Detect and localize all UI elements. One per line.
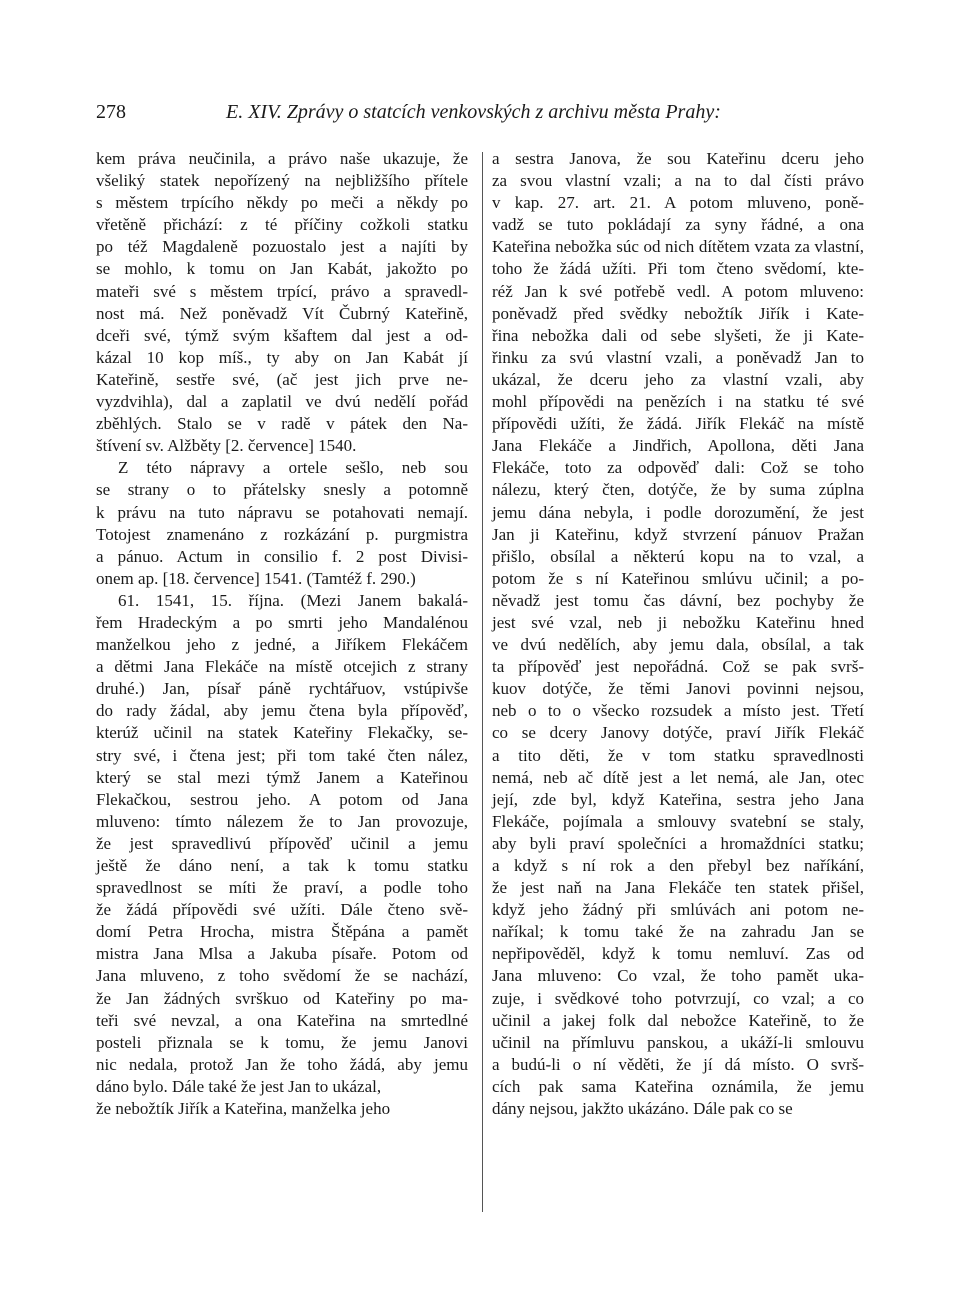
text-line: naříkal; k tomu také že na zahradu Jan se [492, 922, 864, 942]
text-line: který se stal mezi týmž Janem a Kateřinou [96, 767, 468, 787]
text-line: po též Magdaleně pozuostalo jest a najíti by [96, 237, 468, 257]
text-line: cích pak sama Kateřina oznámila, že jemu [492, 1076, 864, 1096]
text-line: poněvadž před svědky nebožtík Jiřík i Kate- [492, 303, 864, 323]
text-line: teři své nevzal, a ona Kateřina na smrtedlné [96, 1010, 468, 1030]
text-line: přípovědi užíti, že žádá. Jiřík Flekáč na místě [492, 414, 864, 434]
text-line: kterúž učinil na statek Kateřiny Flekačky, se- [96, 723, 468, 743]
text-line: mluveno: tímto nálezem že to Jan provozuje, [96, 811, 468, 831]
text-line: Kateřině, sestře své, (ač jest jich prve ne- [96, 369, 468, 389]
text-line: a tito děti, že v tom statku spravedlnosti [492, 745, 864, 765]
text-line: štívení sv. Alžběty [2. července] 1540. [96, 436, 357, 456]
text-line: manželkou jeho z jedné, a Jiříkem Flekáčem [96, 635, 468, 655]
text-line: 61. 1541, 15. října. (Mezi Janem bakalá- [118, 590, 468, 610]
text-line: za svou vlastní vzali; a na to dal čísti právo [492, 171, 864, 191]
text-line: dáno bylo. Dále také že jest Jan to ukázal, [96, 1076, 382, 1096]
text-line: Flekáče, toto za odpověď dali: Což se toho [492, 458, 864, 478]
text-line: réž Jan k své potřebě vedl. A potom mluveno: [492, 281, 864, 301]
text-line: se strany o to přátelsky snesly a potomně [96, 480, 468, 500]
text-line: neb o to o všecko rozsudek a místo jest. Třetí [492, 701, 864, 721]
text-line: Z této nápravy a ortele sešlo, neb sou [118, 458, 468, 478]
text-line: a sestra Janova, že sou Kateřinu dceru jeho [492, 149, 864, 168]
text-line: spravedlnost se míti že praví, a podle toho [96, 878, 468, 898]
text-line: a když s ní rok a den přebyl bez naříkání, [492, 856, 864, 875]
text-line: s městem trpícího někdy po meči a někdy po [96, 193, 468, 213]
text-line: a dětmi Jana Flekáče na místě otcejich z strany [96, 657, 468, 677]
text-line: posteli přiznala se k tomu, že jemu Janovi [96, 1032, 468, 1052]
text-line: řem Hradeckým a po smrti jeho Mandalénou [96, 612, 468, 632]
text-line: Totojest znamenáno z rozkázání p. purgmistra [96, 524, 468, 544]
right-text-column [492, 148, 864, 1120]
text-line: Flekáče, pojímala a smlouvy svatební se staly, [492, 811, 864, 831]
text-line: potom že s ní Kateřinou smlúvu učinil; a po- [492, 568, 864, 588]
text-line: učinil na přímluvu panskou, a ukáží-li smlouvu [492, 1032, 864, 1052]
text-line: aby byli praví společníci a hromaždníci statku; [492, 833, 864, 853]
text-line: mateři své s městem trpící, právo a spravedl- [96, 281, 468, 301]
text-line: její, zde byl, když Kateřina, sestra jeho Jana [492, 789, 864, 809]
text-line: a pánuo. Actum in consilio f. 2 post Divisi- [96, 546, 468, 566]
text-line: Kateřina nebožka súc od nich dítětem vzata za vlastní, [492, 237, 864, 257]
text-line: Jan ji Kateřinu, když stvrzení pánuov Pražan [492, 524, 864, 544]
text-line: že jest naň na Jana Flekáče ten statek přišel, [492, 878, 864, 898]
text-line: vřetěně přichází: z té příčiny cožkoli statku [96, 215, 468, 235]
text-line: řinku za svú vlastní vzali, a poněvadž Jan to [492, 347, 864, 367]
text-line: Jana mluveno, z toho svědomí že se nachází, [96, 966, 468, 986]
text-line: nepřipověděl, když k tomu nemluví. Zas od [492, 944, 864, 964]
text-line: kázal 10 kop míš., ty aby on Jan Kabát jí [96, 347, 468, 367]
page-number: 278 [96, 101, 126, 123]
text-line: mistra Jana Mlsa a Jakuba písaře. Potom od [96, 944, 468, 964]
text-line: vadž se tuto pokládají za syny řádné, a ona [492, 215, 864, 235]
text-line: že Jan žádných svrškuo od Kateřiny po ma- [96, 988, 468, 1008]
text-line: Jana Flekáče a Jindřich, Apollona, děti Jana [492, 436, 864, 456]
text-line: zběhlých. Stalo se v radě v pátek den Na- [96, 414, 468, 434]
text-line: řina nebožka dali od sebe slyšeti, že ji Kate- [492, 325, 864, 345]
text-line: že žádá přípovědi své užíti. Dále čteno svě- [96, 900, 468, 920]
text-line: onem ap. [18. července] 1541. (Tamtéž f. 290.) [96, 568, 416, 588]
column-divider [482, 152, 483, 1212]
text-line: učinil a jakej folk dal nebožce Kateřině, to že [492, 1010, 864, 1030]
text-line: mohl přípovědi na penězích i na statku té své [492, 392, 864, 412]
text-line: a budú-li o ní věděti, že jí dá místo. O svrš- [492, 1054, 864, 1074]
text-line: co se dcery Janovy dotýče, praví Jiřík Flekáč [492, 723, 864, 743]
text-line: kem práva neučinila, a právo naše ukazuje, že [96, 149, 468, 168]
text-line: domí Petra Hrocha, mistra Štěpána a pamět [96, 922, 468, 942]
text-line: dceři své, týmž svým kšaftem dal jest a od- [96, 325, 468, 345]
text-line: nálezu, který čten, dotýče, že by suma zúplna [492, 480, 864, 500]
text-line: k právu na tuto nápravu se potahovati nemají. [96, 502, 468, 522]
text-line: ta přípověď jest nepořádná. Což se pak svrš- [492, 657, 864, 677]
text-line: dány nejsou, jakžto ukázáno. Dále pak co se [492, 1099, 793, 1119]
text-line: toho že žádá užíti. Při tom čteno svědomí, kte- [492, 259, 864, 279]
left-text-column [96, 148, 468, 1120]
text-line: jemu dána nebyla, i podle dorozumění, že jest [492, 502, 864, 522]
text-line: Jana mluveno: Co vzal, že toho pamět uka- [492, 966, 864, 986]
text-line: stry své, i čtena jest; při tom také čten nález, [96, 745, 468, 765]
text-line: kuov dotýče, že těmi Janovi povinni nejsou, [492, 679, 864, 699]
text-line: všeliký statek nepořízený na nejbližšího přítele [96, 171, 468, 191]
text-line: se mohlo, k tomu on Jan Kabát, jakožto po [96, 259, 468, 279]
text-line: nost má. Než poněvadž Vít Čubrný Kateřině, [96, 303, 468, 323]
text-line: ve dvú nedělích, aby jemu dala, obsílal, a tak [492, 635, 864, 655]
text-line: jest své vzal, neb ji nebožku Kateřinu hned [492, 612, 864, 632]
text-line: vyzdvihla), dal a zaplatil ve dvú nedělí pořád [96, 392, 468, 412]
text-line: že nebožtík Jiřík a Kateřina, manželka jeho [96, 1099, 391, 1119]
text-line: zuje, i svědkové toho potvrzují, co vzal; a co [492, 988, 864, 1008]
text-line: něvadž jest tomu čas dávní, bez pochyby že [492, 590, 864, 610]
text-line: v kap. 27. art. 21. A potom mluveno, poně- [492, 193, 864, 213]
running-title: E. XIV. Zprávy o statcích venkovských z archivu města Prahy: [226, 101, 721, 123]
text-line: do rady žádal, aby jemu čtena byla přípověď, [96, 701, 468, 721]
text-line: Flekačkou, sestrou jeho. A potom od Jana [96, 789, 468, 809]
text-line: nemá, neb ač dítě jest a let nemá, ale Jan, otec [492, 767, 864, 787]
text-line: ještě že dáno není, a tak k tomu statku [96, 856, 468, 875]
text-line: když jeho žádný při smlúvách ani potom ne- [492, 900, 864, 920]
text-line: druhé.) Jan, písař páně rychtářuov, vstúpivše [96, 679, 468, 699]
text-line: ukázal, že dceru jeho za vlastní vzali, aby [492, 369, 864, 389]
text-line: nic nedala, protož Jan že toho žádá, aby jemu [96, 1054, 468, 1074]
text-line: přišlo, obsílal a některú kopu na to vzal, a [492, 546, 864, 566]
text-line: že jest spravedlivú přípověď učinil a jemu [96, 833, 468, 853]
